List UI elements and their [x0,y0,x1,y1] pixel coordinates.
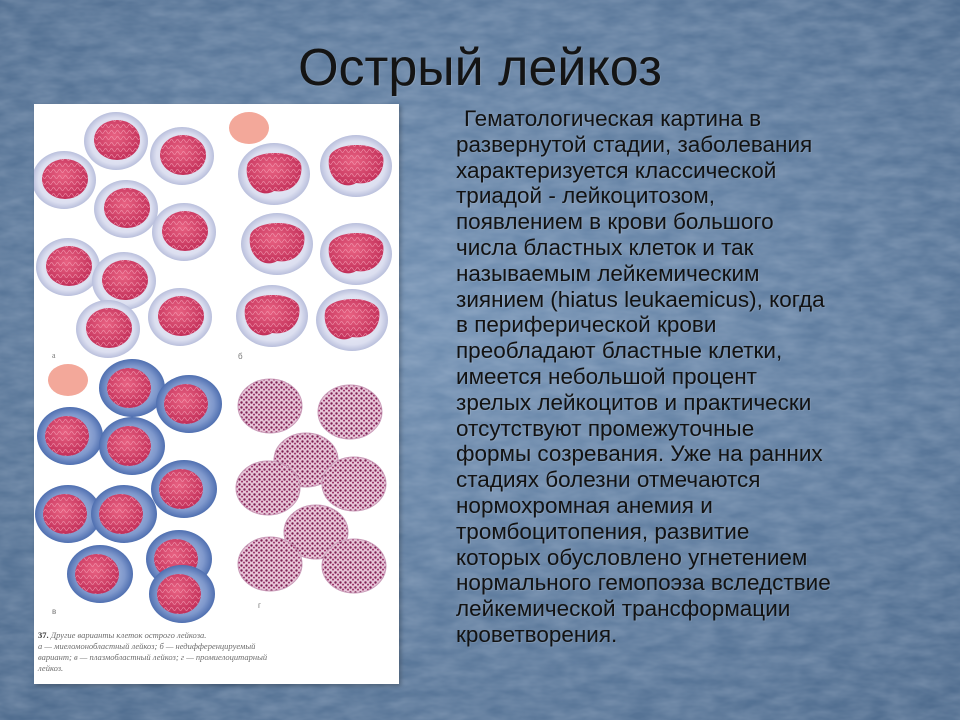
cell-micrograph [34,104,399,684]
body-text [456,106,934,648]
body-line: триадой - лейкоцитозом, [456,183,715,209]
body-line: появлением в крови большого [456,209,774,235]
body-line: преобладают бластные клетки, [456,338,783,364]
body-line: которых обусловлено угнетением [456,544,808,570]
body-line: зиянием (hiatus leukaemicus), когда [456,286,825,312]
body-line: числа бластных клеток и так [456,234,754,260]
body-line: кроветворения. [456,621,618,647]
body-line: тромбоцитопения, развитие [456,518,750,544]
slide-title: Острый лейкоз [298,39,662,97]
body-line: называемым лейкемическим [456,260,760,286]
body-line: нормохромная анемия и [456,492,713,518]
body-line: развернутой стадии, заболевания [456,131,813,157]
body-line: имеется небольшой процент [456,363,757,389]
body-line: в периферической крови [456,312,717,338]
figure-caption [38,630,270,674]
panel-c-cells [35,359,222,623]
panel-label-d: г [258,601,261,610]
body-line: Гематологическая картина в [464,106,762,131]
panel-label-a: а [52,351,56,360]
caption-legend: а — миеломонобластный лейкоз; б — недифференцируемый вариант; в — плазмобластный лейкоз; г — промиелоцитарный лейкоз. [38,641,268,673]
blood-cell-figure [34,104,399,684]
red-blood-cell [229,112,269,144]
caption-title: Другие варианты клеток острого лейкоза. [50,630,207,640]
body-line: лейкемической трансформации [456,596,791,622]
red-blood-cell [48,364,88,396]
body-line: зрелых лейкоцитов и практически [456,389,812,415]
body-line: нормального гемопоэза вследствие [456,570,831,596]
panel-d-cells [236,379,386,593]
body-line: формы созревания. Уже на ранних [456,441,823,467]
panel-a-cells [34,112,216,358]
panel-label-b: б [238,352,243,361]
caption-number: 37. [38,630,49,640]
panel-label-c: в [52,607,57,616]
panel-b-cells [229,112,392,351]
body-line: характеризуется классической [456,157,777,183]
body-line: отсутствуют промежуточные [456,415,755,441]
body-line: стадиях болезни отмечаются [456,467,761,493]
